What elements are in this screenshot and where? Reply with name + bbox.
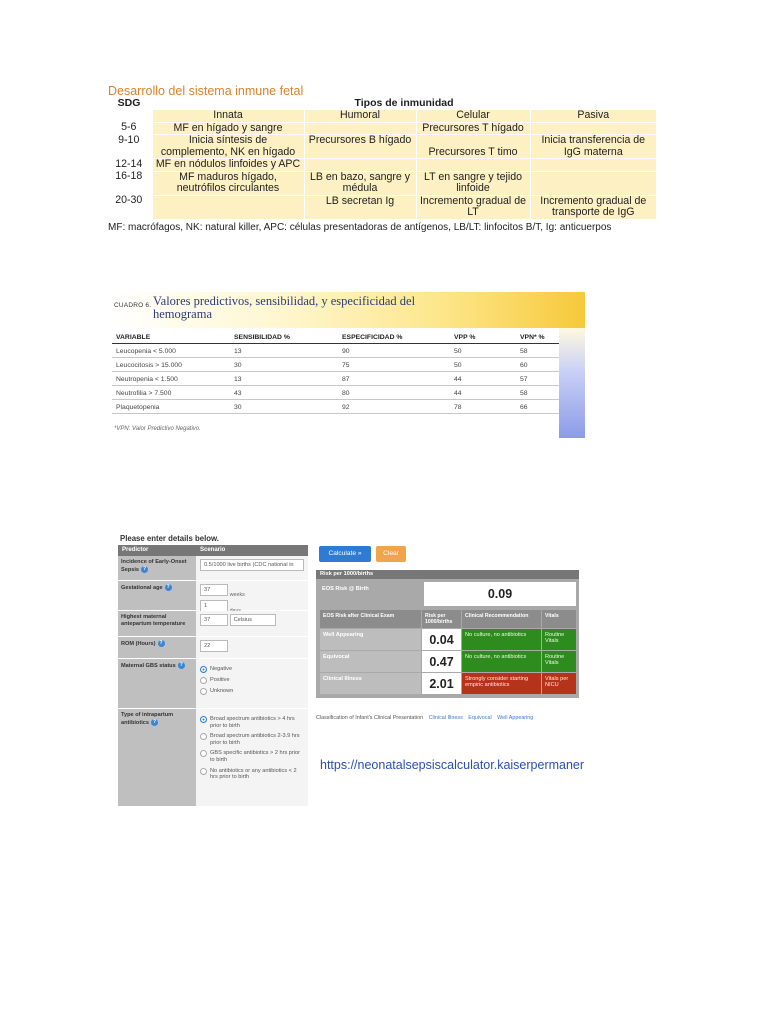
abx-option-none[interactable]: No antibiotics or any antibiotics < 2 hrs prior to birth bbox=[200, 768, 304, 781]
risk-cell: 2.01 bbox=[422, 673, 462, 695]
vitals-cell: Vitals per NICU bbox=[542, 673, 577, 695]
temperature-unit-select[interactable]: Celsius bbox=[230, 614, 276, 626]
column-header-sensibilidad: SENSIBILIDAD % bbox=[230, 332, 338, 344]
form-header bbox=[118, 545, 308, 556]
vpn-cell: 58 bbox=[516, 344, 559, 358]
vpn-cell: 57 bbox=[516, 372, 559, 386]
variable-cell: Neutrofilia > 7.500 bbox=[112, 386, 230, 400]
radio-selected-icon bbox=[200, 666, 207, 673]
incidence-row bbox=[118, 556, 308, 581]
column-header-humoral: Humoral bbox=[304, 110, 416, 122]
temperature-row bbox=[118, 611, 308, 637]
especificidad-cell: 80 bbox=[338, 386, 450, 400]
radio-icon bbox=[200, 688, 207, 695]
vpp-cell: 50 bbox=[450, 358, 516, 372]
abx-option-gbs[interactable]: GBS specific antibiotics > 2 hrs prior to birth bbox=[200, 750, 304, 763]
sdg-cell: 9-10 bbox=[118, 133, 140, 146]
pasiva-cell bbox=[530, 171, 656, 195]
table-row bbox=[108, 159, 656, 172]
innata-cell bbox=[152, 195, 304, 219]
celular-cell bbox=[416, 159, 530, 172]
vpp-cell: 78 bbox=[450, 400, 516, 414]
table-row bbox=[320, 673, 577, 695]
sdg-header: SDG bbox=[117, 97, 141, 109]
humoral-cell: LB en bazo, sangre y médula bbox=[304, 171, 416, 195]
link-well-appearing[interactable]: Well Appearing bbox=[497, 715, 534, 721]
column-header-recommendation: Clinical Recommendation bbox=[462, 610, 542, 629]
vpn-note: *VPN: Valor Predictivo Negativo. bbox=[114, 426, 201, 432]
sensibilidad-cell: 43 bbox=[230, 386, 338, 400]
humoral-cell: Precursores B hígado bbox=[304, 135, 416, 159]
column-header-pasiva: Pasiva bbox=[530, 110, 656, 122]
rom-label: ROM (Hours) bbox=[121, 640, 156, 647]
radio-icon bbox=[200, 677, 207, 684]
variable-cell: Leucocitosis > 15.000 bbox=[112, 358, 230, 372]
vpn-cell: 60 bbox=[516, 358, 559, 372]
temperature-label: Highest maternal antepartum temperature bbox=[118, 611, 196, 636]
help-icon[interactable]: ? bbox=[179, 662, 183, 668]
gestational-age-row bbox=[118, 581, 308, 611]
table-row bbox=[112, 400, 559, 414]
table-row bbox=[320, 651, 577, 673]
sdg-cell: 20-30 bbox=[115, 194, 143, 206]
predictor-header: Predictor bbox=[122, 547, 149, 553]
humoral-cell bbox=[304, 159, 416, 172]
incidence-select[interactable]: 0.5/1000 live births (CDC national in bbox=[200, 559, 304, 571]
instructions-text: Please enter details below. bbox=[120, 534, 219, 543]
celular-cell: LT en sangre y tejido linfoide bbox=[416, 171, 530, 195]
table-header-band bbox=[112, 292, 585, 328]
rom-row bbox=[118, 637, 308, 659]
variable-cell: Plaquetopenia bbox=[112, 400, 230, 414]
sdg-cell: 5-6 bbox=[121, 121, 137, 133]
table-row bbox=[112, 344, 559, 358]
radio-selected-icon bbox=[200, 716, 207, 723]
innata-cell: MF en nódulos linfoides y APC bbox=[152, 159, 304, 172]
recommendation-cell: No culture, no antibiotics bbox=[462, 651, 542, 673]
link-equivocal[interactable]: Equivocal bbox=[468, 715, 492, 721]
especificidad-cell: 90 bbox=[338, 344, 450, 358]
help-icon[interactable]: ? bbox=[159, 640, 163, 646]
column-header-risk: Risk per 1000/births bbox=[422, 610, 462, 629]
vpp-cell: 44 bbox=[450, 372, 516, 386]
gbs-option-positive[interactable]: Positive bbox=[200, 677, 304, 684]
calculate-button[interactable]: Calculate » bbox=[319, 546, 371, 562]
immune-table-footnote: MF: macrófagos, NK: natural killer, APC: células presentadoras de antígenos, LB/LT: linfocitos B/T, Ig: anticuerpos bbox=[108, 221, 612, 233]
variable-cell: Neutropenia < 1.500 bbox=[112, 372, 230, 386]
sensibilidad-cell: 30 bbox=[230, 400, 338, 414]
temperature-input[interactable]: 37 bbox=[200, 614, 228, 626]
gbs-option-negative[interactable]: Negative bbox=[200, 666, 304, 673]
vpn-cell: 58 bbox=[516, 386, 559, 400]
vitals-cell: Routine Vitals bbox=[542, 629, 577, 651]
column-header-vpn: VPN* % bbox=[516, 332, 559, 344]
recommendation-cell: No culture, no antibiotics bbox=[462, 629, 542, 651]
immunity-types-header: Tipos de inmunidad bbox=[354, 97, 454, 109]
celular-cell: Precursores T timo bbox=[416, 135, 530, 159]
predictive-table-title: Valores predictivos, sensibilidad, y especificidad del hemograma bbox=[153, 294, 416, 321]
antibiotics-row bbox=[118, 709, 308, 807]
especificidad-cell: 75 bbox=[338, 358, 450, 372]
celular-cell: Precursores T hígado bbox=[416, 122, 530, 135]
gbs-label: Maternal GBS status bbox=[121, 662, 176, 669]
vpp-cell: 50 bbox=[450, 344, 516, 358]
weeks-unit: weeks bbox=[229, 592, 245, 598]
abx-option-broad-2h[interactable]: Broad spectrum antibiotics 2-3.9 hrs prior to birth bbox=[200, 733, 304, 746]
celular-cell: Incremento gradual de LT bbox=[416, 195, 530, 219]
exam-cell: Well Appearing bbox=[320, 629, 422, 651]
eos-birth-label: EOS Risk @ Birth bbox=[319, 582, 424, 606]
table-row bbox=[108, 135, 656, 159]
vitals-cell: Routine Vitals bbox=[542, 651, 577, 673]
pasiva-cell: Inicia transferencia de IgG materna bbox=[530, 135, 656, 159]
especificidad-cell: 92 bbox=[338, 400, 450, 414]
sdg-cell: 12-14 bbox=[115, 157, 143, 170]
radio-icon bbox=[200, 750, 207, 757]
vpp-cell: 44 bbox=[450, 386, 516, 400]
immune-table-title: Desarrollo del sistema inmune fetal bbox=[108, 84, 304, 98]
eos-birth-row bbox=[319, 582, 576, 606]
column-header-celular: Celular bbox=[416, 110, 530, 122]
incidence-label: Incidence of Early-Onset Sepsis bbox=[121, 559, 187, 573]
risk-results-panel bbox=[316, 570, 579, 698]
immune-development-table-block bbox=[108, 84, 656, 233]
sdg-cell: 16-18 bbox=[115, 170, 143, 182]
table-row bbox=[112, 386, 559, 400]
sepsis-calculator-screenshot bbox=[118, 530, 592, 810]
innata-cell: MF en hígado y sangre bbox=[152, 122, 304, 135]
column-header-exam: EOS Risk after Clinical Exam bbox=[320, 610, 422, 629]
predictive-table bbox=[112, 332, 559, 414]
classification-label: Classification of Infant's Clinical Presentation bbox=[316, 715, 424, 721]
immune-table bbox=[108, 98, 656, 220]
antibiotics-label: Type of intrapartum antibiotics bbox=[121, 712, 174, 726]
table-row bbox=[112, 372, 559, 386]
sensibilidad-cell: 13 bbox=[230, 344, 338, 358]
table-row bbox=[112, 358, 559, 372]
days-input[interactable]: 1 bbox=[200, 600, 228, 612]
calculator-url-link[interactable]: https://neonatalsepsiscalculator.kaiserpermaner bbox=[320, 758, 585, 772]
innata-cell: MF maduros hígado, neutrófilos circulantes bbox=[152, 171, 304, 195]
column-header-variable: VARIABLE bbox=[112, 332, 230, 344]
table-row bbox=[108, 122, 656, 135]
pasiva-cell: Incremento gradual de transporte de IgG bbox=[530, 195, 656, 219]
pasiva-cell bbox=[530, 159, 656, 172]
table-row bbox=[320, 629, 577, 651]
predictor-form bbox=[118, 545, 308, 807]
sensibilidad-cell: 30 bbox=[230, 358, 338, 372]
help-icon[interactable]: ? bbox=[166, 584, 170, 590]
column-header-innata: Innata bbox=[152, 110, 304, 122]
sensibilidad-cell: 13 bbox=[230, 372, 338, 386]
humoral-cell: LB secretan Ig bbox=[304, 195, 416, 219]
risk-cell: 0.47 bbox=[422, 651, 462, 673]
risk-cell: 0.04 bbox=[422, 629, 462, 651]
risk-header: Risk per 1000/births bbox=[316, 570, 579, 579]
gestational-age-label: Gestational age bbox=[121, 584, 163, 591]
abx-option-broad-4h[interactable]: Broad spectrum antibiotics > 4 hrs prior to birth bbox=[200, 716, 304, 729]
gbs-row bbox=[118, 659, 308, 709]
exam-cell: Equivocal bbox=[320, 651, 422, 673]
help-icon[interactable]: ? bbox=[143, 565, 147, 572]
rom-input[interactable]: 22 bbox=[200, 640, 228, 652]
link-clinical-illness[interactable]: Clinical Illness bbox=[428, 715, 463, 721]
exam-cell: Clinical Illness bbox=[320, 673, 422, 695]
risk-table bbox=[319, 609, 577, 695]
help-icon[interactable]: ? bbox=[152, 718, 157, 725]
column-header-vitals: Vitals bbox=[542, 610, 577, 629]
humoral-cell bbox=[304, 122, 416, 135]
column-header-vpp: VPP % bbox=[450, 332, 516, 344]
table-row bbox=[108, 195, 656, 219]
especificidad-cell: 87 bbox=[338, 372, 450, 386]
variable-cell: Leucopenia < 5.000 bbox=[112, 344, 230, 358]
decorative-side-bar bbox=[559, 328, 585, 438]
clear-button[interactable]: Clear bbox=[376, 546, 406, 562]
recommendation-cell: Strongly consider starting empiric antibiotics bbox=[462, 673, 542, 695]
table-row bbox=[108, 171, 656, 195]
scenario-header: Scenario bbox=[200, 547, 226, 553]
innata-cell: Inicia síntesis de complemento, NK en hígado bbox=[152, 135, 304, 159]
classification-line bbox=[316, 715, 533, 721]
weeks-input[interactable]: 37 bbox=[200, 584, 228, 596]
column-header-especificidad: ESPECIFICIDAD % bbox=[338, 332, 450, 344]
predictive-values-table-block bbox=[112, 292, 585, 438]
gbs-option-unknown[interactable]: Unknown bbox=[200, 688, 304, 695]
table-number-label: CUADRO 6. bbox=[114, 302, 152, 309]
vpn-cell: 66 bbox=[516, 400, 559, 414]
radio-icon bbox=[200, 768, 207, 775]
pasiva-cell bbox=[530, 122, 656, 135]
radio-icon bbox=[200, 733, 207, 740]
eos-birth-value: 0.09 bbox=[424, 582, 576, 606]
